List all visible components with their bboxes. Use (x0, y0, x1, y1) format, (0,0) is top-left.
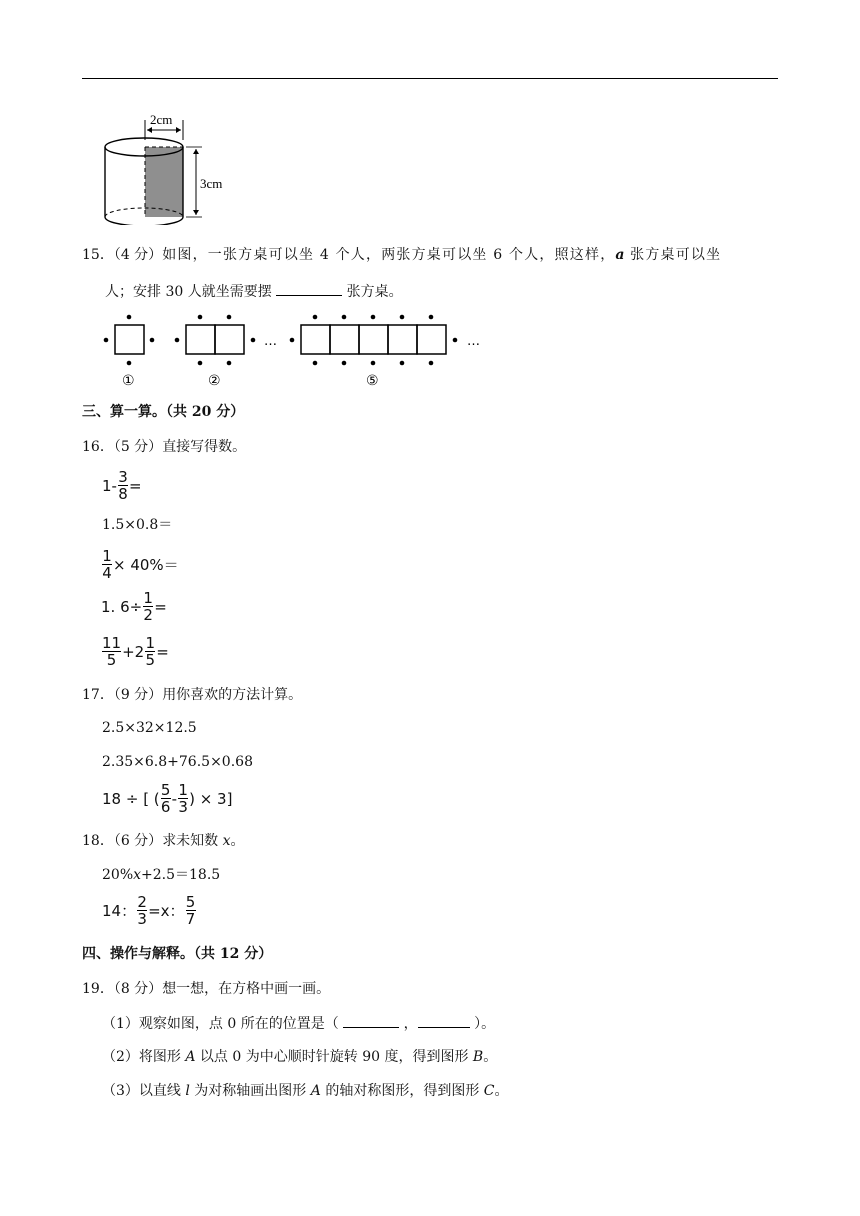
fraction: $\frac{1}{2}$ (143, 589, 153, 624)
q16-prompt: 直接写得数。 (162, 439, 247, 455)
q15-text2-end: 张方桌。 (342, 284, 403, 300)
q16-item-c: $\frac{1}{4}$ × 40%＝ (102, 547, 179, 582)
fraction: $\frac{11}{5}$ (102, 634, 122, 669)
q19-prompt: 想一想，在方格中画一画。 (162, 981, 331, 997)
q16-item-b: 1.5×0.8＝ (102, 517, 173, 533)
q16-points: （5 分） (113, 439, 163, 455)
q15-line2 (105, 281, 403, 302)
label-5: ⑤ (366, 373, 379, 389)
q16-item-a: 1- $\frac{3}{8}$ = (102, 468, 142, 503)
q15-points: （4 分） (113, 247, 163, 263)
section4-title: 四、操作与解释。（共 12 分） (82, 946, 273, 962)
cylinder-figure (98, 110, 238, 225)
q18-item2: 14： $\frac{2}{3}$ =x： $\frac{5}{7}$ (102, 893, 196, 928)
q19-sub2: （2）将图形 A 以点 0 为中心顺时针旋转 90 度，得到图形 B。 (102, 1049, 498, 1065)
q17-points: （9 分） (113, 687, 163, 703)
q17-item2: 2.35×6.8+76.5×0.68 (102, 754, 253, 770)
q15-text1-end: 张方桌可以坐 (624, 247, 722, 263)
q18-points: （6 分） (113, 833, 163, 849)
ellipsis-2: … (467, 334, 480, 349)
q17-prompt: 用你喜欢的方法计算。 (162, 687, 303, 703)
fraction: $\frac{2}{3}$ (137, 893, 147, 928)
q16-header (82, 437, 246, 457)
q15-text1: 如图，一张方桌可以坐 4 个人，两张方桌可以坐 6 个人，照这样， (162, 247, 616, 263)
section3-title: 三、算一算。（共 20 分） (82, 404, 245, 420)
q16-item-d: 1. 6÷ $\frac{1}{2}$ = (101, 589, 167, 624)
fraction: $\frac{1}{4}$ (102, 547, 112, 582)
q15-text2: 人；安排 30 人就坐需要摆 (105, 284, 277, 300)
q15-var-a: a (615, 247, 625, 263)
height-label: 3cm (200, 176, 223, 191)
table-pattern-figure (98, 310, 498, 390)
q17-item3: 18 ÷ [ ( $\frac{5}{6}$ - $\frac{1}{3}$ ) × 3] (102, 781, 233, 816)
q15-line1 (82, 245, 721, 265)
fraction: $\frac{5}{7}$ (185, 893, 196, 928)
q17-item1: 2.5×32×12.5 (102, 720, 197, 736)
label-2: ② (208, 373, 221, 389)
q16-number: 16． (82, 439, 114, 455)
fraction: $\frac{5}{6}$ (160, 781, 171, 816)
fraction: $\frac{3}{8}$ (118, 468, 128, 503)
fraction: $\frac{1}{3}$ (178, 781, 188, 816)
q17-header (82, 685, 302, 705)
label-1: ① (122, 373, 135, 389)
q16-item-e: $\frac{11}{5}$ +2 $\frac{1}{5}$ = (102, 634, 169, 669)
q15-number: 15． (82, 247, 114, 263)
ellipsis-1: … (264, 334, 277, 349)
q19-number: 19． (82, 981, 114, 997)
q19-points: （8 分） (113, 981, 163, 997)
q17-number: 17． (82, 687, 114, 703)
fraction: $\frac{1}{5}$ (145, 634, 155, 669)
q18-header: 18．（6 分）求未知数 x。 (82, 833, 245, 849)
q19-blank-2[interactable] (418, 1013, 470, 1028)
q19-sub1: （1）观察如图，点 0 所在的位置是（ ， ）。 (102, 1013, 495, 1034)
width-label: 2cm (150, 112, 173, 127)
q19-sub3: （3）以直线 l 为对称轴画出图形 A 的轴对称图形，得到图形 C。 (102, 1083, 509, 1099)
q19-blank-1[interactable] (343, 1013, 399, 1028)
q15-answer-blank[interactable] (276, 281, 342, 296)
header-rule (82, 78, 778, 79)
q19-header (82, 979, 330, 999)
q18-item1: 20%x+2.5＝18.5 (102, 867, 221, 883)
q18-number: 18． (82, 833, 114, 849)
